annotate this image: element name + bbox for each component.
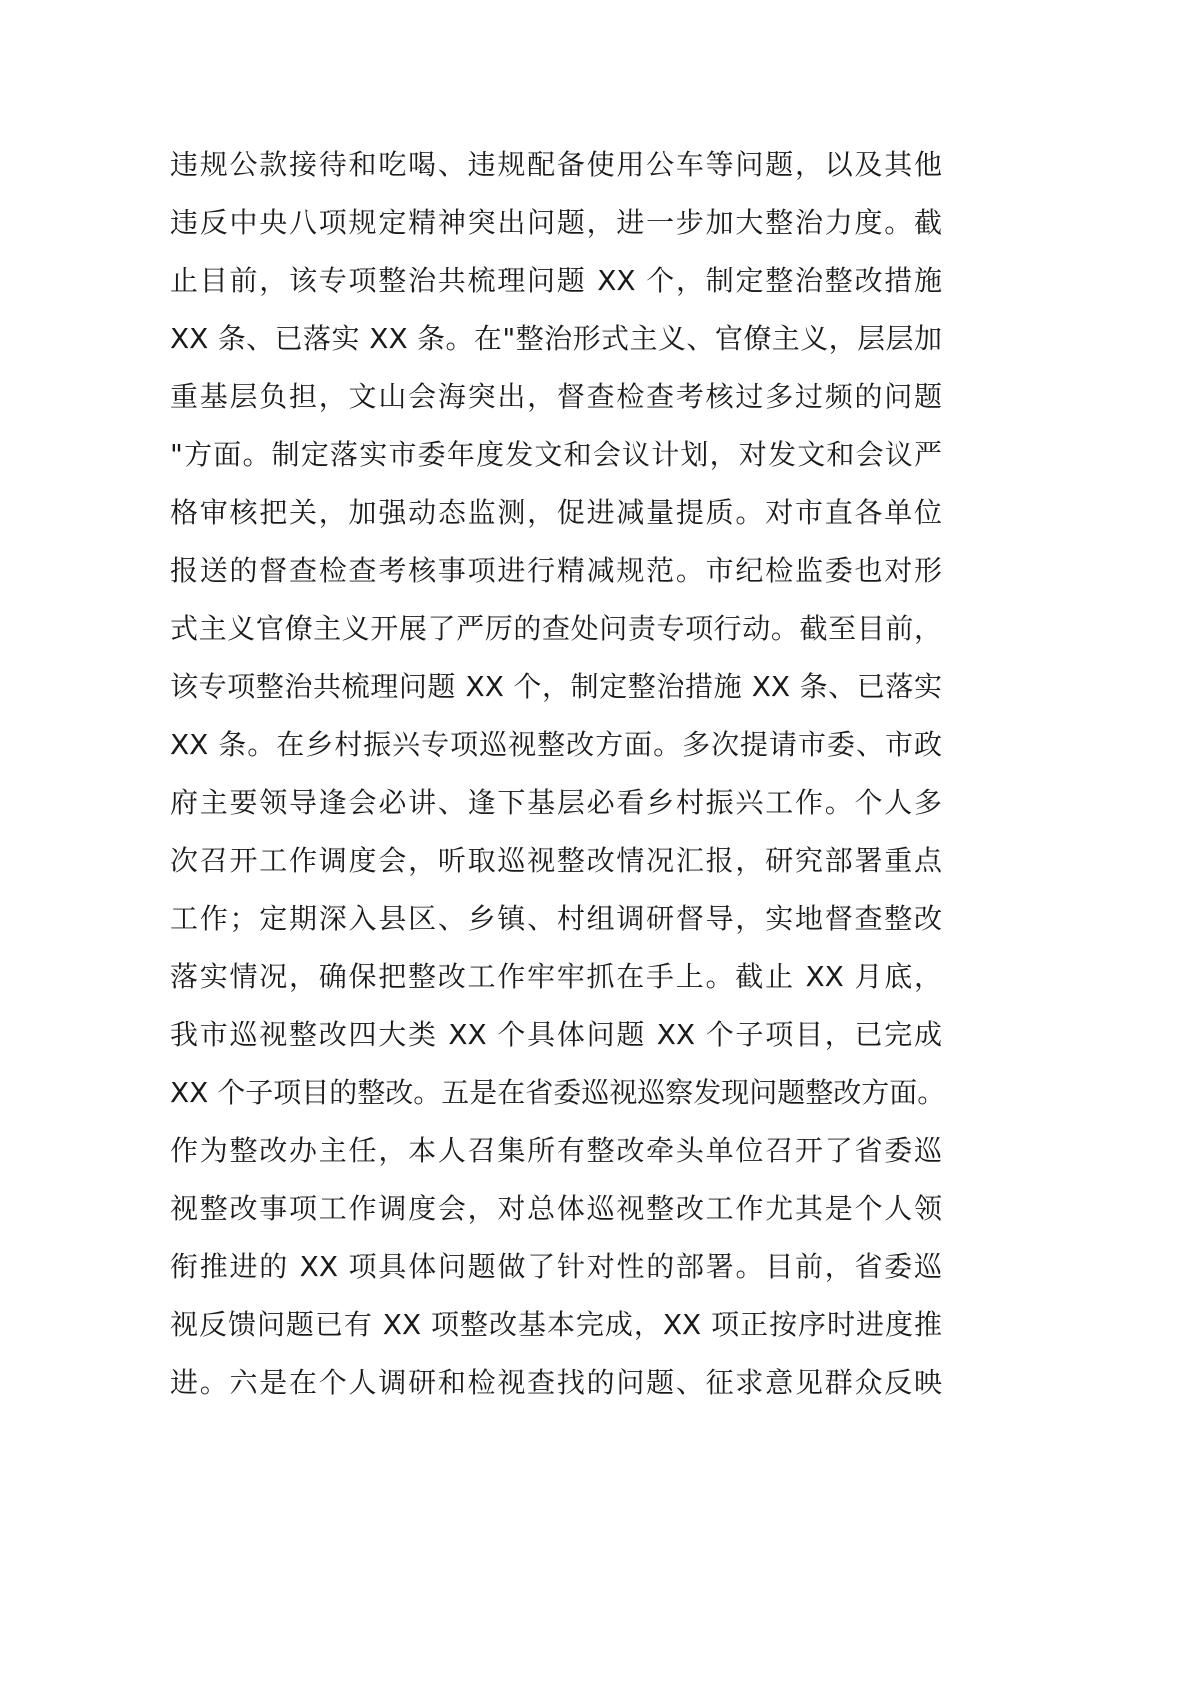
text-line: 次召开工作调度会，听取巡视整改情况汇报，研究部署重点	[170, 844, 942, 877]
text-line: 格审核把关，加强动态监测，促进减量提质。对市直各单位	[170, 496, 942, 529]
text-line: 工作；定期深入县区、乡镇、村组调研督导，实地督查整改	[170, 902, 942, 935]
text-line: 式主义官僚主义开展了严厉的查处问责专项行动。截至目前，	[170, 612, 942, 645]
text-line: 报送的督查检查考核事项进行精减规范。市纪检监委也对形	[170, 554, 942, 587]
text-line: 作为整改办主任，本人召集所有整改牵头单位召开了省委巡	[170, 1134, 942, 1167]
text-line: "方面。制定落实市委年度发文和会议计划，对发文和会议严	[170, 438, 942, 471]
text-line: 我市巡视整改四大类 XX 个具体问题 XX 个子项目，已完成	[170, 1018, 942, 1051]
text-line: 该专项整治共梳理问题 XX 个，制定整治措施 XX 条、已落实	[170, 670, 942, 703]
text-line: 衔推进的 XX 项具体问题做了针对性的部署。目前，省委巡	[170, 1250, 942, 1283]
text-line: 进。六是在个人调研和检视查找的问题、征求意见群众反映	[170, 1366, 942, 1399]
text-line: XX 条、已落实 XX 条。在"整治形式主义、官僚主义，层层加	[170, 322, 942, 355]
text-line: 视整改事项工作调度会，对总体巡视整改工作尤其是个人领	[170, 1192, 942, 1225]
text-line: 止目前，该专项整治共梳理问题 XX 个，制定整治整改措施	[170, 264, 942, 297]
text-line: 违反中央八项规定精神突出问题，进一步加大整治力度。截	[170, 206, 942, 239]
body-text	[170, 136, 946, 1412]
text-line: 违规公款接待和吃喝、违规配备使用公车等问题，以及其他	[170, 148, 942, 181]
text-line: 重基层负担，文山会海突出，督查检查考核过多过频的问题	[170, 380, 942, 413]
text-line: 落实情况，确保把整改工作牢牢抓在手上。截止 XX 月底，	[170, 960, 942, 993]
text-line: XX 个子项目的整改。五是在省委巡视巡察发现问题整改方面。	[170, 1076, 946, 1109]
text-line: XX 条。在乡村振兴专项巡视整改方面。多次提请市委、市政	[170, 728, 942, 761]
text-line: 视反馈问题已有 XX 项整改基本完成，XX 项正按序时进度推	[170, 1308, 942, 1341]
text-line: 府主要领导逢会必讲、逢下基层必看乡村振兴工作。个人多	[170, 786, 942, 819]
